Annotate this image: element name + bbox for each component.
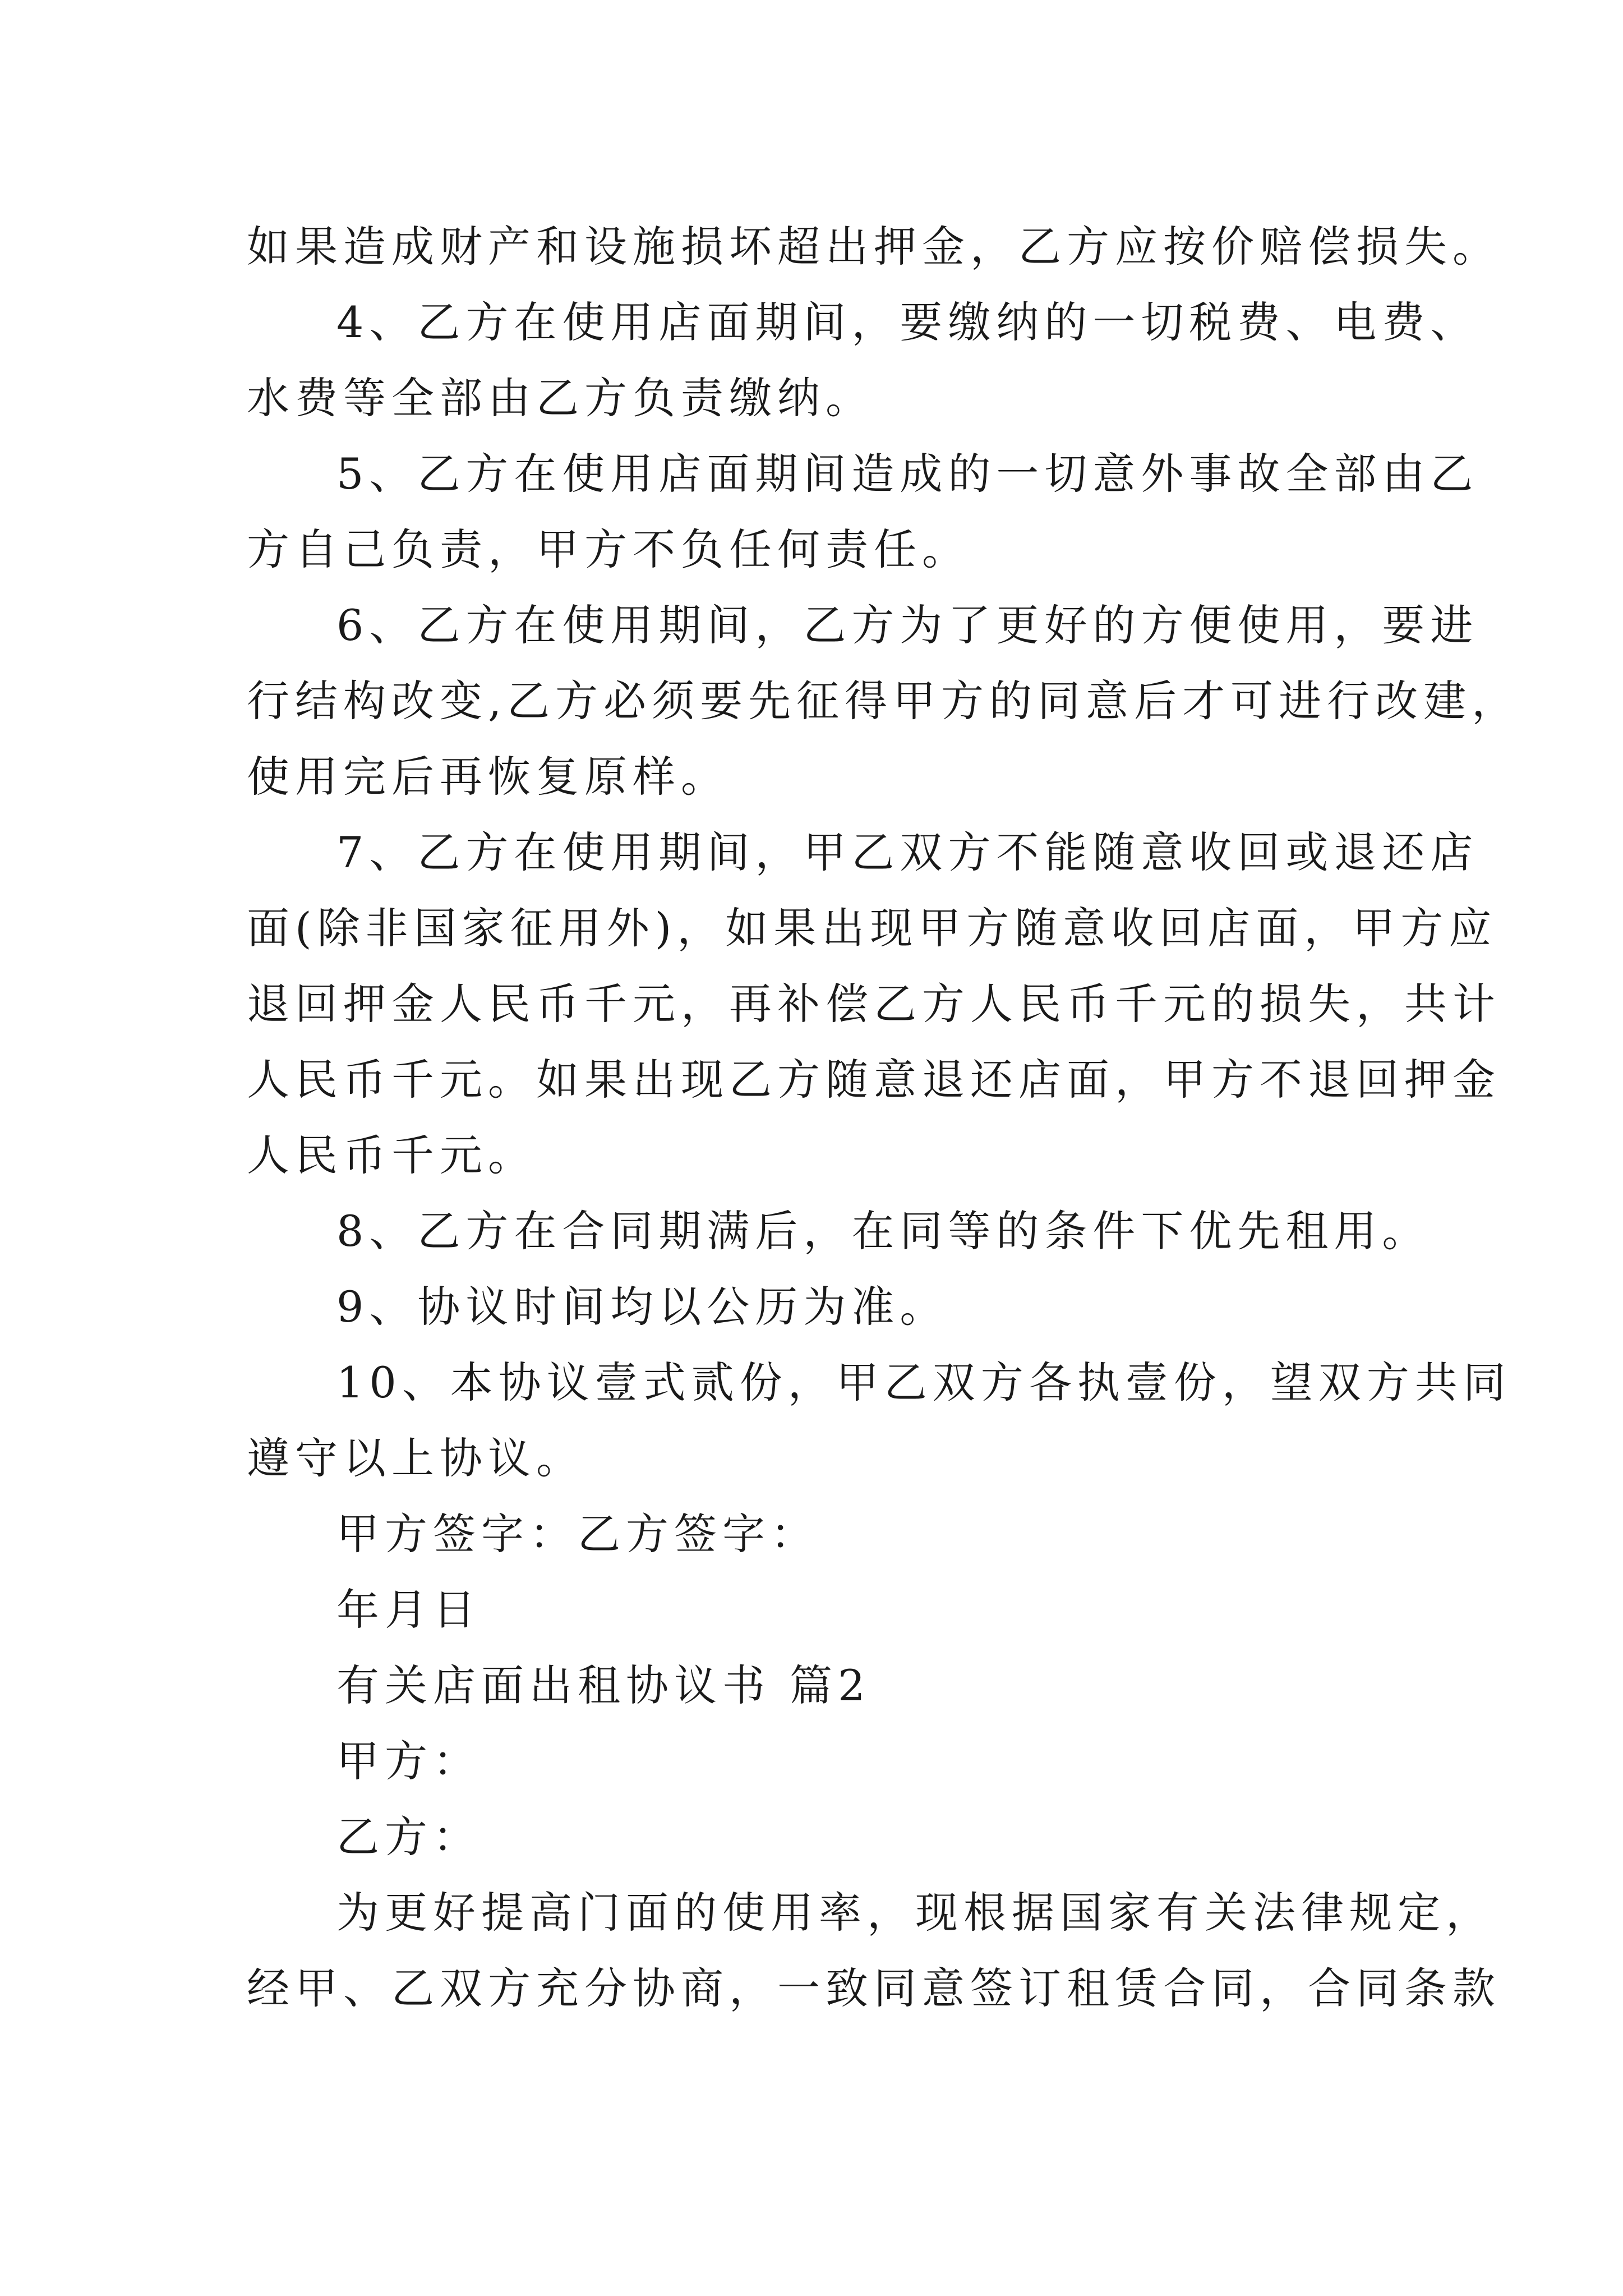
intro-line-1: 为更好提高门面的使用率，现根据国家有关法律规定， (336, 1888, 1494, 1938)
text-line: 如果造成财产和设施损坏超出押金，乙方应按价赔偿损失。 (247, 222, 1501, 272)
party-b-label: 乙方： (336, 1812, 481, 1862)
clause-8-line: 8、乙方在合同期满后，在同等的条件下优先租用。 (336, 1206, 1431, 1256)
clause-7-line-1: 7、乙方在使用期间，甲乙双方不能随意收回或退还店 (336, 827, 1479, 877)
clause-6-line-2: 行结构改变,乙方必须要先征得甲方的同意后才可进行改建， (247, 676, 1520, 726)
clause-7-line-2: 面(除非国家征用外)，如果出现甲方随意收回店面，甲方应 (247, 903, 1497, 953)
clause-10-line-1: 10、本协议壹式贰份，甲乙双方各执壹份，望双方共同 (336, 1358, 1511, 1407)
date-line: 年月日 (336, 1585, 481, 1635)
clause-7-line-3: 退回押金人民币千元，再补偿乙方人民币千元的损失，共计 (247, 979, 1501, 1029)
clause-7-line-5: 人民币千元。 (247, 1130, 536, 1180)
section-title: 有关店面出租协议书 篇2 (336, 1660, 871, 1710)
clause-9-line: 9、协议时间均以公历为准。 (336, 1282, 948, 1332)
clause-5-line-2: 方自己负责，甲方不负任何责任。 (247, 524, 970, 574)
intro-line-2: 经甲、乙双方充分协商，一致同意签订租赁合同，合同条款 (247, 1963, 1501, 2013)
clause-7-line-4: 人民币千元。如果出现乙方随意退还店面，甲方不退回押金 (247, 1055, 1501, 1105)
signature-line: 甲方签字：乙方签字： (336, 1509, 819, 1559)
clause-6-line-1: 6、乙方在使用期间，乙方为了更好的方便使用，要进 (336, 600, 1479, 650)
clause-4-line-2: 水费等全部由乙方负责缴纳。 (247, 373, 874, 423)
clause-10-line-2: 遵守以上协议。 (247, 1433, 584, 1483)
party-a-label: 甲方： (336, 1736, 481, 1786)
clause-5-line-1: 5、乙方在使用店面期间造成的一切意外事故全部由乙 (336, 449, 1479, 499)
clause-4-line-1: 4、乙方在使用店面期间，要缴纳的一切税费、电费、 (336, 297, 1479, 347)
clause-6-line-3: 使用完后再恢复原样。 (247, 752, 729, 802)
